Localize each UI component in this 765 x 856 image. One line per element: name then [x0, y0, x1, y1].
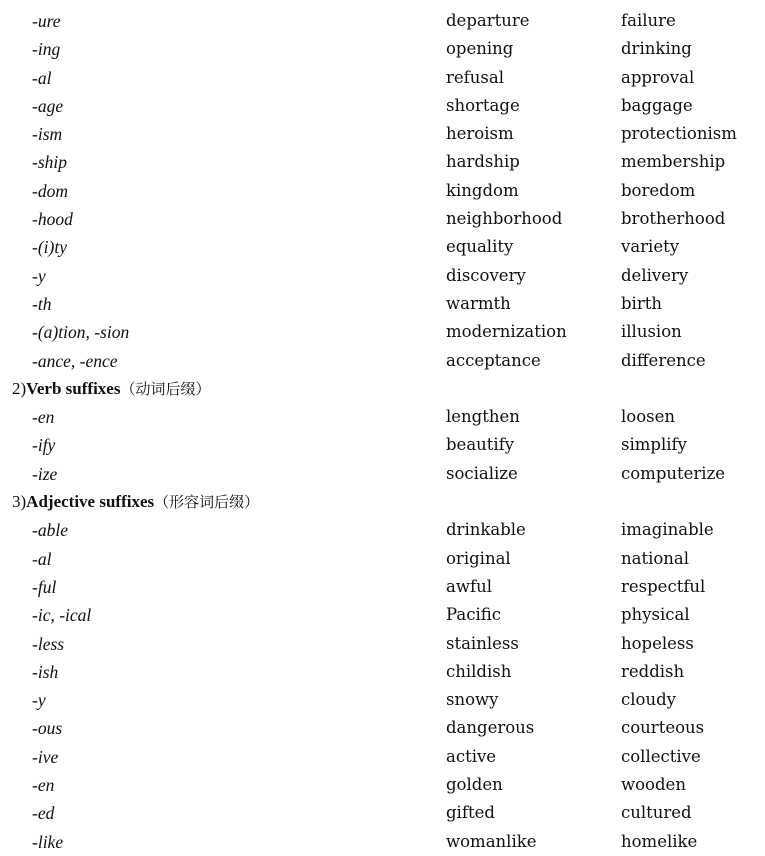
suffix-text: -(a)tion, -sion — [32, 322, 130, 343]
example-word-2: cultured — [621, 803, 692, 823]
suffix-row — [0, 7, 765, 35]
suffix-text: -ure — [32, 11, 61, 31]
example-word-1: Pacific — [446, 605, 501, 625]
example-word-2: loosen — [621, 407, 676, 427]
verb-section-heading-row — [0, 375, 765, 403]
suffix-row — [0, 545, 765, 573]
example-word-2: delivery — [621, 265, 689, 285]
example-word-2: approval — [621, 67, 695, 87]
suffix-row — [0, 658, 765, 686]
suffix-row — [0, 630, 765, 658]
suffix-text: -ize — [32, 463, 58, 484]
suffix-row — [0, 799, 765, 827]
example-word-1: active — [446, 746, 497, 766]
suffix-text: -able — [32, 520, 68, 541]
example-word-2: imaginable — [621, 520, 714, 540]
suffix-row — [0, 64, 765, 92]
suffix-table — [0, 7, 765, 856]
example-word-1: hardship — [446, 152, 520, 172]
example-word-2: brotherhood — [621, 209, 726, 229]
suffix-text: -hood — [32, 209, 73, 230]
example-word-2: variety — [621, 237, 680, 257]
suffix-row — [0, 460, 765, 488]
example-word-1: shortage — [446, 95, 520, 115]
suffix-text: -less — [32, 633, 65, 654]
suffix-text: -ish — [32, 661, 59, 682]
verb-section-number: 2) — [12, 378, 27, 398]
suffix-text: -en — [32, 775, 55, 796]
suffix-text: -ic, -ical — [32, 605, 92, 626]
example-word-2: illusion — [621, 322, 682, 342]
example-word-1: gifted — [446, 803, 495, 823]
example-word-1: kingdom — [446, 180, 519, 200]
suffix-row — [0, 431, 765, 459]
example-word-2: baggage — [621, 95, 693, 115]
suffix-text: -ify — [32, 435, 56, 456]
suffix-row — [0, 290, 765, 318]
example-word-1: womanlike — [446, 831, 537, 851]
suffix-row — [0, 233, 765, 261]
suffix-row — [0, 714, 765, 742]
example-word-2: simplify — [621, 435, 687, 455]
adjective-section-heading — [12, 488, 259, 516]
suffix-text: -age — [32, 95, 64, 116]
suffix-text: -ed — [32, 803, 55, 824]
example-word-1: lengthen — [446, 407, 520, 427]
example-word-2: homelike — [621, 831, 698, 851]
example-word-1: warmth — [446, 293, 511, 313]
suffix-row — [0, 120, 765, 148]
example-word-1: discovery — [446, 265, 526, 285]
suffix-row — [0, 743, 765, 771]
adjective-section-title: Adjective suffixes — [26, 492, 155, 512]
verb-section-heading — [12, 375, 210, 403]
verb-suffix-list — [0, 403, 765, 488]
suffix-row — [0, 686, 765, 714]
example-word-1: refusal — [446, 67, 504, 87]
example-word-1: beautify — [446, 435, 515, 455]
example-word-2: failure — [621, 11, 676, 30]
verb-section-title: Verb suffixes — [26, 378, 121, 398]
suffix-text: -like — [32, 831, 64, 852]
suffix-text: -ive — [32, 746, 59, 767]
example-word-2: drinking — [621, 39, 692, 59]
suffix-row — [0, 205, 765, 233]
example-word-2: collective — [621, 746, 701, 766]
example-word-2: hopeless — [621, 633, 694, 653]
verb-section-chinese: （动词后缀） — [120, 379, 211, 398]
example-word-1: original — [446, 548, 511, 568]
example-word-1: dangerous — [446, 718, 535, 738]
example-word-1: childish — [446, 661, 512, 681]
suffix-row — [0, 347, 765, 375]
example-word-1: golden — [446, 775, 503, 795]
example-word-2: physical — [621, 605, 690, 625]
noun-suffix-list — [0, 7, 765, 375]
example-word-1: socialize — [446, 463, 518, 483]
suffix-text: -al — [32, 548, 52, 569]
suffix-row — [0, 177, 765, 205]
suffix-text: -al — [32, 67, 52, 88]
suffix-row — [0, 318, 765, 346]
suffix-text: -y — [32, 690, 46, 711]
adjective-section-chinese: （形容词后缀） — [154, 493, 260, 512]
suffix-text: -th — [32, 293, 52, 314]
suffix-row — [0, 828, 765, 856]
suffix-row — [0, 771, 765, 799]
example-word-2: computerize — [621, 463, 726, 483]
adjective-suffix-list — [0, 516, 765, 856]
adjective-section-number: 3) — [12, 492, 27, 512]
suffix-text: -en — [32, 407, 55, 428]
example-word-2: boredom — [621, 180, 696, 200]
example-word-1: equality — [446, 237, 514, 257]
example-word-1: awful — [446, 576, 492, 596]
suffix-text: -ous — [32, 718, 63, 739]
example-word-1: drinkable — [446, 520, 526, 540]
suffix-text: -y — [32, 265, 46, 286]
example-word-2: national — [621, 548, 690, 568]
suffix-text: -(i)ty — [32, 237, 67, 258]
suffix-text: -ing — [32, 39, 61, 60]
suffix-row — [0, 92, 765, 120]
example-word-2: birth — [621, 293, 662, 313]
suffix-text: -ful — [32, 576, 57, 597]
example-word-1: acceptance — [446, 350, 541, 370]
example-word-2: wooden — [621, 775, 686, 795]
example-word-2: cloudy — [621, 690, 676, 710]
example-word-1: stainless — [446, 633, 519, 653]
example-word-1: heroism — [446, 124, 514, 144]
suffix-row — [0, 148, 765, 176]
suffix-row — [0, 573, 765, 601]
suffix-row — [0, 516, 765, 544]
suffix-text: -ism — [32, 124, 63, 145]
example-word-1: departure — [446, 11, 530, 30]
example-word-2: protectionism — [621, 124, 737, 144]
example-word-2: membership — [621, 152, 726, 172]
example-word-2: reddish — [621, 661, 685, 681]
adjective-section-heading-row — [0, 488, 765, 516]
suffix-row — [0, 403, 765, 431]
example-word-2: respectful — [621, 576, 706, 596]
example-word-1: modernization — [446, 322, 567, 342]
example-word-1: opening — [446, 39, 514, 59]
suffix-text: -dom — [32, 180, 68, 201]
example-word-2: courteous — [621, 718, 705, 738]
suffix-row — [0, 601, 765, 629]
example-word-1: snowy — [446, 690, 499, 710]
suffix-text: -ance, -ence — [32, 350, 118, 371]
example-word-2: difference — [621, 350, 706, 370]
suffix-row — [0, 35, 765, 63]
suffix-text: -ship — [32, 152, 67, 173]
example-word-1: neighborhood — [446, 209, 563, 229]
suffix-row — [0, 262, 765, 290]
